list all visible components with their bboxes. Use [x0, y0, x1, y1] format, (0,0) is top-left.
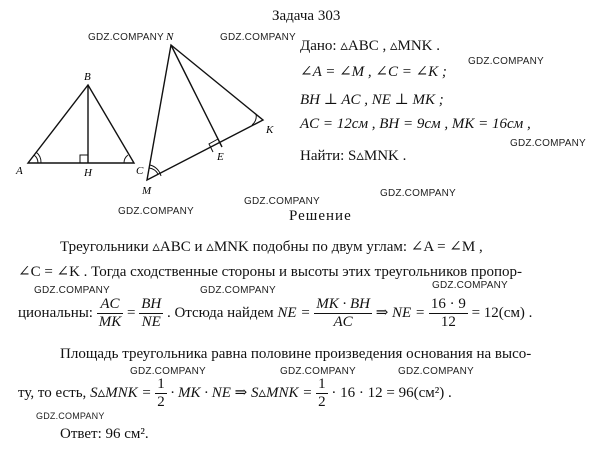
watermark: GDZ.COMPANY	[130, 366, 206, 377]
watermark: GDZ.COMPANY	[280, 366, 356, 377]
label-n: N	[166, 31, 174, 43]
implies-ne: ⇒ NE =	[375, 304, 426, 321]
text-that-is: ту, то есть,	[18, 384, 87, 401]
label-a: A	[16, 165, 23, 177]
ne-lhs: NE =	[277, 304, 311, 321]
frac-den: 2	[318, 394, 326, 410]
frac-den: 2	[157, 394, 165, 410]
answer: Ответ: 96 см².	[60, 426, 149, 442]
fraction-numeric	[429, 296, 468, 331]
frac-num: BH	[141, 296, 162, 312]
given-line-3: BH ⊥ AC , NE ⊥ MK ;	[300, 92, 444, 108]
given-find: Найти: S▵MNK .	[300, 148, 407, 164]
label-h: H	[84, 167, 92, 179]
ne-result: = 12(см) .	[471, 304, 533, 321]
frac-den: MK	[98, 314, 122, 330]
triangle-abc	[28, 85, 134, 163]
text-find: . Отсюда найдем	[166, 304, 274, 321]
watermark: GDZ.COMPANY	[380, 188, 456, 199]
label-b: B	[84, 71, 91, 83]
fraction-mkbh-ac	[314, 296, 372, 331]
given-line-1: Дано: ▵ABC , ▵MNK .	[300, 38, 440, 54]
watermark: GDZ.COMPANY	[36, 411, 105, 421]
area-formula: · MK · NE ⇒ S▵MNK =	[170, 384, 313, 401]
paragraph1-line3	[18, 296, 532, 331]
fraction-ac-mk	[97, 296, 124, 331]
fraction-bh-ne	[139, 296, 163, 331]
equals-sign: =	[126, 304, 136, 321]
watermark: GDZ.COMPANY	[200, 285, 276, 296]
watermark: GDZ.COMPANY	[244, 196, 320, 207]
label-m: M	[142, 185, 152, 197]
area-lhs: S▵MNK =	[90, 384, 152, 401]
label-c: C	[136, 165, 144, 177]
frac-num: MK · BH	[316, 296, 370, 312]
watermark: GDZ.COMPANY	[398, 366, 474, 377]
watermark: GDZ.COMPANY	[432, 280, 508, 291]
frac-den: AC	[333, 314, 353, 330]
paragraph2-line1: Площадь треугольника равна половине произведения основания на высо-	[60, 346, 532, 362]
frac-num: 1	[157, 376, 165, 392]
given-line-4: AC = 12см , BH = 9см , MK = 16см ,	[300, 116, 531, 132]
paragraph2-line2	[18, 376, 452, 411]
watermark: GDZ.COMPANY	[88, 32, 164, 43]
triangle-mnk	[147, 45, 263, 180]
watermark: GDZ.COMPANY	[468, 56, 544, 67]
area-result: · 16 · 12 = 96(см²) .	[331, 384, 452, 401]
problem-title: Задача 303	[272, 8, 341, 24]
frac-num: 16 · 9	[430, 296, 466, 312]
frac-num: 1	[318, 376, 326, 392]
fraction-half	[316, 376, 328, 411]
label-k: K	[266, 124, 274, 136]
watermark: GDZ.COMPANY	[220, 32, 296, 43]
watermark: GDZ.COMPANY	[34, 285, 110, 296]
paragraph1-line2: ∠C = ∠K . Тогда сходственные стороны и высоты этих треугольников пропор-	[18, 264, 522, 280]
given-line-2: ∠A = ∠M , ∠C = ∠K ;	[300, 64, 447, 80]
text-proportional: циональны:	[18, 304, 93, 321]
frac-num: AC	[97, 296, 124, 314]
label-e: E	[217, 151, 224, 163]
solution-heading: Решение	[289, 208, 352, 224]
watermark: GDZ.COMPANY	[510, 138, 586, 149]
paragraph1-line1: Треугольники ▵ABC и ▵MNK подобны по двум углам: ∠A = ∠M ,	[60, 239, 483, 255]
frac-den: 12	[440, 314, 456, 330]
fraction-half	[155, 376, 167, 411]
frac-den: NE	[141, 314, 161, 330]
watermark: GDZ.COMPANY	[118, 206, 194, 217]
